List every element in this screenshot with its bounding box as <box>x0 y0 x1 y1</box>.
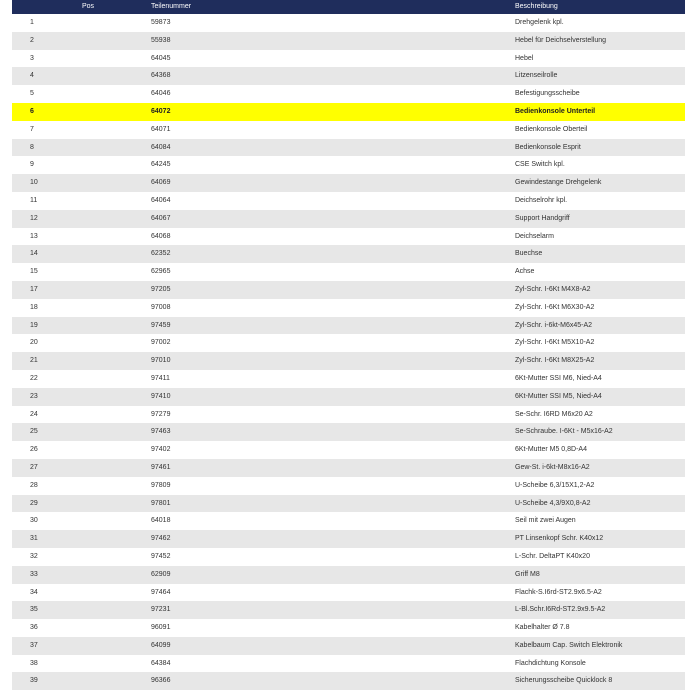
row-beschreibung: Deichselrohr kpl. <box>515 196 568 204</box>
row-beschreibung: Zyl-Schr. I-6Kt M4X8-A2 <box>515 285 591 293</box>
row-pos: 26 <box>30 446 38 454</box>
row-teilenummer: 97459 <box>151 321 171 329</box>
row-pos: 2 <box>30 36 34 44</box>
table-row[interactable] <box>12 423 685 441</box>
table-row[interactable] <box>12 548 685 566</box>
row-pos: 20 <box>30 339 38 347</box>
table-row[interactable] <box>12 619 685 637</box>
row-teilenummer: 64099 <box>151 641 171 649</box>
row-pos: 19 <box>30 321 38 329</box>
row-pos: 38 <box>30 659 38 667</box>
row-pos: 31 <box>30 535 38 543</box>
row-pos: 7 <box>30 125 34 133</box>
row-teilenummer: 97809 <box>151 481 171 489</box>
row-pos: 8 <box>30 143 34 151</box>
row-teilenummer: 64084 <box>151 143 171 151</box>
table-row[interactable] <box>12 156 685 174</box>
row-beschreibung: Drehgelenk kpl. <box>515 19 564 26</box>
row-beschreibung: Flachk-S.I6rd-ST2.9x6.5-A2 <box>515 588 602 596</box>
table-row[interactable] <box>12 174 685 192</box>
row-pos: 30 <box>30 517 38 525</box>
table-row[interactable] <box>12 317 685 335</box>
table-row[interactable] <box>12 67 685 85</box>
row-pos: 24 <box>30 410 38 418</box>
table-row[interactable] <box>12 655 685 673</box>
row-teilenummer: 64071 <box>151 125 171 133</box>
row-beschreibung: Se-Schr. I6RD M6x20 A2 <box>515 410 593 418</box>
row-pos: 22 <box>30 374 38 382</box>
table-row[interactable] <box>12 637 685 655</box>
row-pos: 9 <box>30 161 34 169</box>
table-row[interactable] <box>12 245 685 263</box>
table-row[interactable] <box>12 477 685 495</box>
table-row[interactable] <box>12 352 685 370</box>
header-teilenummer[interactable]: Teilenummer <box>151 3 192 10</box>
row-teilenummer: 97402 <box>151 446 171 454</box>
row-beschreibung: Achse <box>515 268 535 276</box>
row-pos: 6 <box>30 107 34 115</box>
row-pos: 37 <box>30 641 38 649</box>
row-pos: 10 <box>30 179 38 187</box>
row-teilenummer: 64069 <box>151 179 171 187</box>
row-teilenummer: 55938 <box>151 36 171 44</box>
table-row[interactable] <box>12 441 685 459</box>
row-teilenummer: 97411 <box>151 374 170 382</box>
table-row[interactable] <box>12 459 685 477</box>
table-row[interactable] <box>12 530 685 548</box>
table-row[interactable] <box>12 495 685 513</box>
row-teilenummer: 59873 <box>151 19 171 26</box>
table-row[interactable] <box>12 299 685 317</box>
table-row[interactable] <box>12 210 685 228</box>
table-row[interactable] <box>12 139 685 157</box>
table-row[interactable] <box>12 121 685 139</box>
row-beschreibung: Gew-St. i-6kt-M8x16-A2 <box>515 463 590 471</box>
row-pos: 39 <box>30 677 38 685</box>
row-beschreibung: CSE Switch kpl. <box>515 161 565 169</box>
parts-table-container <box>12 0 685 690</box>
row-teilenummer: 97452 <box>151 552 171 560</box>
row-pos: 5 <box>30 90 34 98</box>
header-beschreibung[interactable]: Beschreibung <box>515 3 558 10</box>
table-row[interactable] <box>12 32 685 50</box>
row-teilenummer: 64045 <box>151 54 171 62</box>
row-beschreibung: Bedienkonsole Esprit <box>515 143 581 151</box>
table-row[interactable] <box>12 388 685 406</box>
row-teilenummer: 97410 <box>151 392 171 400</box>
row-pos: 21 <box>30 357 38 365</box>
row-pos: 4 <box>30 72 34 80</box>
row-pos: 23 <box>30 392 38 400</box>
row-teilenummer: 96366 <box>151 677 171 685</box>
row-teilenummer: 97464 <box>151 588 171 596</box>
row-teilenummer: 96091 <box>151 624 171 632</box>
row-beschreibung: Bedienkonsole Unterteil <box>515 107 596 115</box>
table-row[interactable] <box>12 192 685 210</box>
row-beschreibung: Zyl-Schr. I-6Kt M6X30-A2 <box>515 303 595 311</box>
row-beschreibung: Gewindestange Drehgelenk <box>515 179 602 187</box>
row-beschreibung: Bedienkonsole Oberteil <box>515 125 588 133</box>
row-beschreibung: 6Kt-Mutter SSI M6, Nied-A4 <box>515 374 602 382</box>
row-pos: 3 <box>30 54 34 62</box>
row-pos: 14 <box>30 250 38 258</box>
row-beschreibung: L-Schr. DeltaPT K40x20 <box>515 552 590 560</box>
row-pos: 28 <box>30 481 38 489</box>
row-pos: 18 <box>30 303 38 311</box>
table-row[interactable] <box>12 406 685 424</box>
row-beschreibung: Hebel <box>515 54 534 62</box>
row-teilenummer: 62352 <box>151 250 171 258</box>
row-teilenummer: 64384 <box>151 659 171 667</box>
row-beschreibung: Litzenseilrolle <box>515 72 558 80</box>
row-beschreibung: Zyl-Schr. I-6Kt M8X25-A2 <box>515 357 595 365</box>
row-pos: 33 <box>30 570 38 578</box>
table-row[interactable] <box>12 334 685 352</box>
row-teilenummer: 97002 <box>151 339 171 347</box>
row-beschreibung: Flachdichtung Konsole <box>515 659 586 667</box>
row-beschreibung: PT Linsenkopf Schr. K40x12 <box>515 535 604 543</box>
row-beschreibung: Buechse <box>515 250 543 258</box>
table-row[interactable] <box>12 512 685 530</box>
row-beschreibung: U-Scheibe 6,3/15X1,2-A2 <box>515 481 595 489</box>
row-teilenummer: 97231 <box>151 606 171 614</box>
row-beschreibung: Befestigungsscheibe <box>515 90 580 98</box>
row-beschreibung: Deichselarm <box>515 232 554 240</box>
table-row[interactable] <box>12 85 685 103</box>
row-teilenummer: 64368 <box>151 72 171 80</box>
table-row[interactable] <box>12 228 685 246</box>
row-beschreibung: Griff M8 <box>515 570 540 578</box>
row-pos: 25 <box>30 428 38 436</box>
row-beschreibung: Sicherungsscheibe Quicklock 8 <box>515 677 613 685</box>
row-beschreibung: Zyl-Schr. I-6Kt M5X10-A2 <box>515 339 595 347</box>
row-pos: 32 <box>30 552 38 560</box>
row-pos: 12 <box>30 214 38 222</box>
row-teilenummer: 97461 <box>151 463 171 471</box>
row-pos: 27 <box>30 463 38 471</box>
row-teilenummer: 64067 <box>151 214 171 222</box>
row-beschreibung: Kabelhalter Ø 7.8 <box>515 624 570 632</box>
row-beschreibung: 6Kt-Mutter SSI M5, Nied-A4 <box>515 392 602 400</box>
table-row[interactable] <box>12 601 685 619</box>
row-teilenummer: 97008 <box>151 303 171 311</box>
row-teilenummer: 97801 <box>151 499 171 507</box>
table-row[interactable] <box>12 566 685 584</box>
row-beschreibung: Kabelbaum Cap. Switch Elektronik <box>515 641 623 649</box>
table-body <box>12 14 685 690</box>
row-teilenummer: 97205 <box>151 285 171 293</box>
row-beschreibung: U-Scheibe 4,3/9X0,8-A2 <box>515 499 591 507</box>
row-teilenummer: 64245 <box>151 161 171 169</box>
row-teilenummer: 64072 <box>151 107 171 115</box>
row-teilenummer: 97010 <box>151 357 171 365</box>
header-pos[interactable]: Pos <box>82 3 95 10</box>
table-row[interactable] <box>12 14 685 32</box>
row-teilenummer: 64018 <box>151 517 171 525</box>
table-row[interactable] <box>12 370 685 388</box>
row-pos: 11 <box>30 196 38 204</box>
table-row[interactable] <box>12 281 685 299</box>
row-teilenummer: 97463 <box>151 428 171 436</box>
row-pos: 35 <box>30 606 38 614</box>
parts-table <box>12 0 685 690</box>
row-beschreibung: Support Handgriff <box>515 214 570 222</box>
row-pos: 17 <box>30 285 38 293</box>
row-pos: 15 <box>30 268 38 276</box>
row-beschreibung: Zyl-Schr. i-6kt-M6x45-A2 <box>515 321 593 329</box>
row-beschreibung: 6Kt-Mutter M5 0,8D-A4 <box>515 446 587 454</box>
row-teilenummer: 97279 <box>151 410 171 418</box>
row-teilenummer: 62965 <box>151 268 171 276</box>
row-teilenummer: 64068 <box>151 232 171 240</box>
row-beschreibung: Hebel für Deichselverstellung <box>515 36 607 44</box>
row-pos: 36 <box>30 624 38 632</box>
row-pos: 1 <box>30 19 34 26</box>
row-teilenummer: 62909 <box>151 570 171 578</box>
table-row[interactable] <box>12 672 685 690</box>
table-row[interactable] <box>12 584 685 602</box>
table-row[interactable] <box>12 263 685 281</box>
row-beschreibung: Seil mit zwei Augen <box>515 517 576 525</box>
row-teilenummer: 97462 <box>151 535 171 543</box>
row-teilenummer: 64046 <box>151 90 171 98</box>
table-row[interactable] <box>12 103 685 121</box>
row-pos: 34 <box>30 588 38 596</box>
row-beschreibung: L-Bl.Schr.I6Rd-ST2.9x9.5-A2 <box>515 606 606 614</box>
row-beschreibung: Se-Schraube. I-6Kt - M5x16-A2 <box>515 428 613 436</box>
table-header-row <box>12 0 685 14</box>
row-teilenummer: 64064 <box>151 196 171 204</box>
table-row[interactable] <box>12 50 685 68</box>
row-pos: 29 <box>30 499 38 507</box>
row-pos: 13 <box>30 232 38 240</box>
